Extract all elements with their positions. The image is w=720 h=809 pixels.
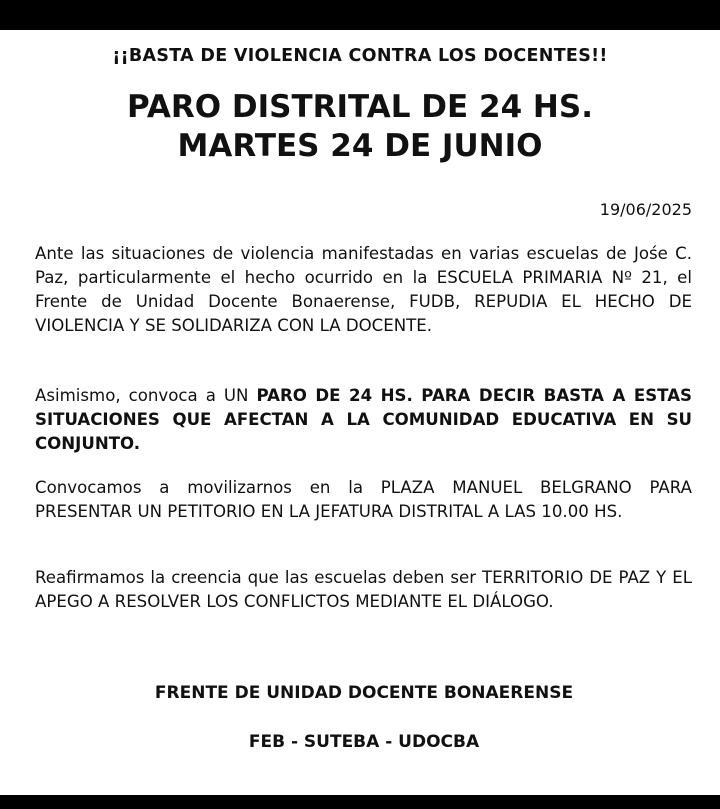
paragraph-4: Reafirmamos la creencia que las escuelas deben ser TERRITORIO DE PAZ Y EL APEGO A RESOLVER LOS CONFLICTOS MEDIANTE EL DIÁLOGO. — [35, 568, 692, 611]
title-line-2: MARTES 24 DE JUNIO — [177, 128, 543, 164]
headline: ¡¡BASTA DE VIOLENCIA CONTRA LOS DOCENTES!! — [112, 46, 608, 66]
paragraph-1: Ante las situaciones de violencia manifestadas en varias escuelas de Jośe C. Paz, particularmente el hecho ocurrido en la ESCUELA PRIMARIA Nº 21, el Frente de Unidad Docente Bonaerense, FUDB, REPUDIA EL HECHO DE VIOLENCIA Y SE SOLIDARIZA CON LA DOCENTE. — [35, 244, 692, 335]
unions-list: FEB - SUTEBA - UDOCBA — [248, 732, 480, 752]
paragraph-2-bold: PARO DE 24 HS. PARA DECIR BASTA A ESTAS SITUACIONES QUE AFECTAN A LA COMUNIDAD EDUCATIVA EN SU CONJUNTO. — [35, 386, 692, 453]
paragraph-3: Convocamos a movilizarnos en la PLAZA MANUEL BELGRANO PARA PRESENTAR UN PETITORIO EN LA JEFATURA DISTRITAL A LAS 10.00 HS. — [35, 478, 692, 521]
signature: FRENTE DE UNIDAD DOCENTE BONAERENSE — [154, 683, 574, 703]
paragraph-2 — [35, 384, 692, 456]
page-title — [0, 88, 720, 166]
document-date: 19/06/2025 — [599, 200, 692, 219]
paragraph-2-lead: Asimismo, convoca a UN — [35, 386, 257, 405]
flyer-page — [0, 30, 720, 795]
title-line-1: PARO DISTRITAL DE 24 HS. — [127, 89, 593, 125]
bottom-black-border — [0, 795, 720, 809]
top-black-border — [0, 0, 720, 30]
